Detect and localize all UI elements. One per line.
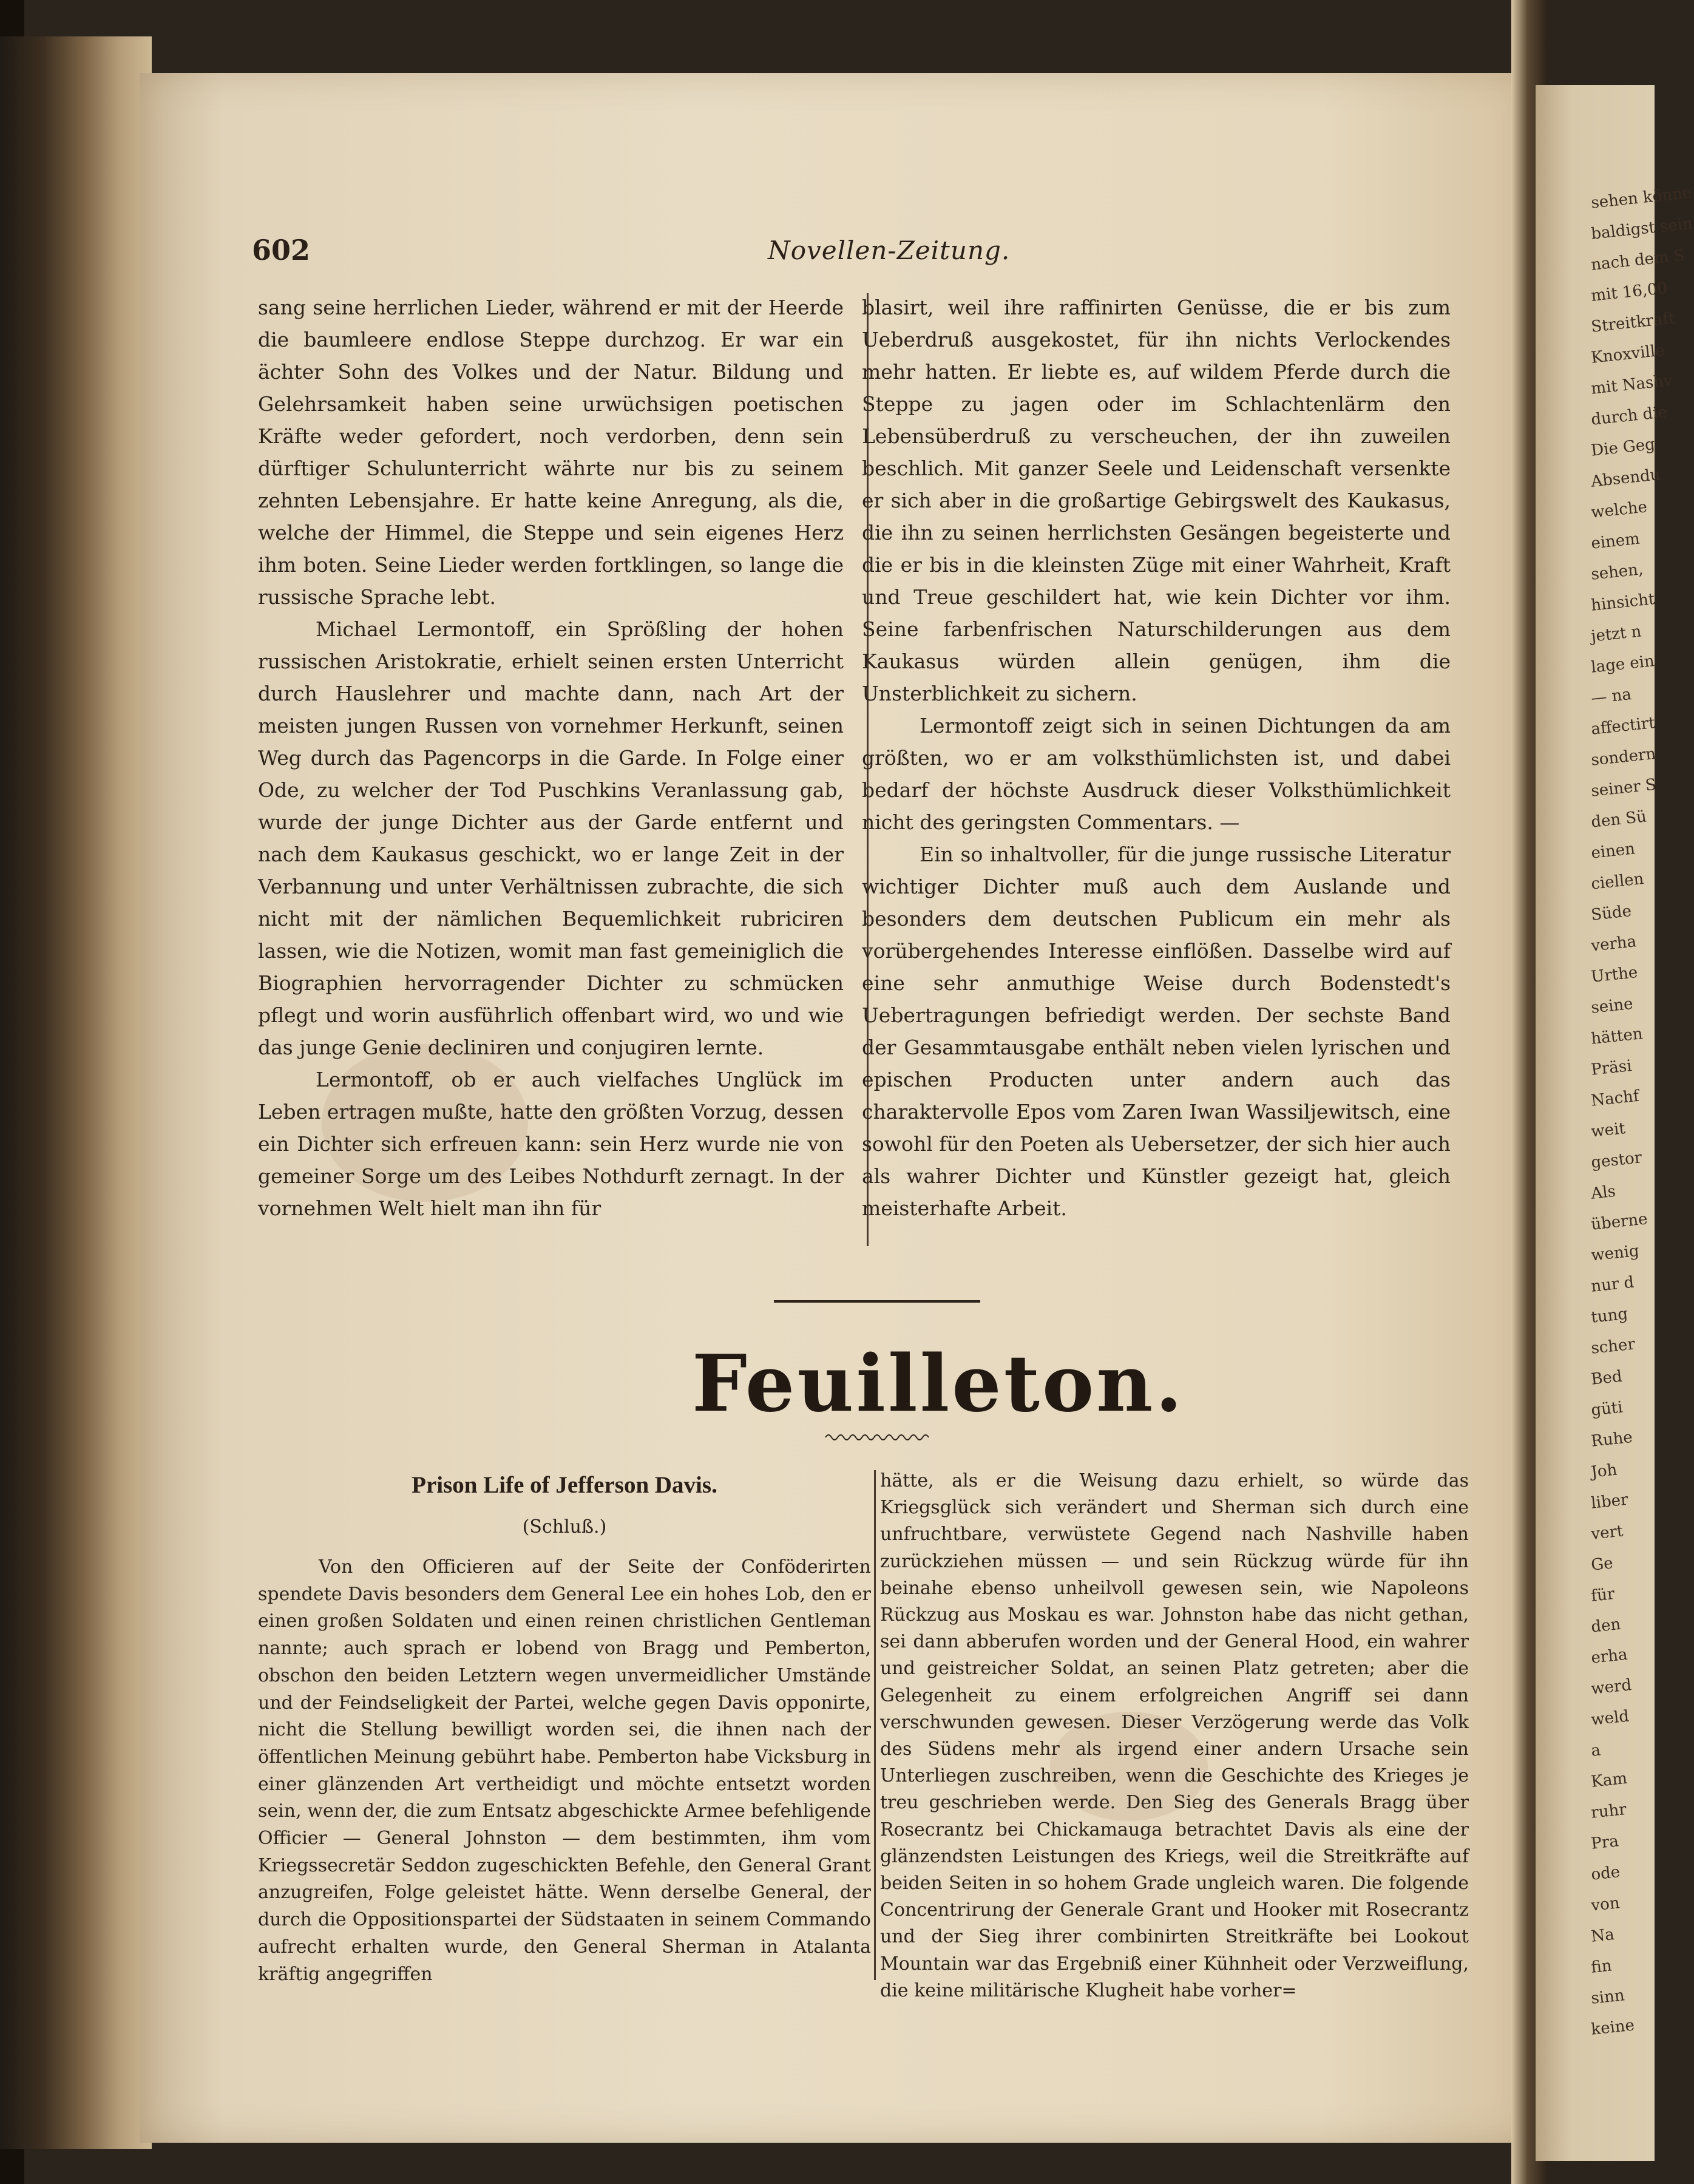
adjacent-page-fragment: ruhr [1590,1800,1628,1822]
paragraph: sang seine herrlichen Lieder, während er mit der Heerde die baumleere endlose Steppe durchzog. Er war ein ächter Sohn des Volkes und der Natur. Bildung und Gelehrsamkeit haben seine urwüchsigen poetischen Kräfte weder gefordert, noch verdorben, denn sein dürftiger Schulunterricht währte nur bis zu seinem zehnten Lebensjahre. Er hatte keine Anregung, als die, welche der Himmel, die Steppe und sein eigenes Herz ihm boten. Seine Lieder werden fortklingen, so lange die russische Sprache lebt. [258,296,844,609]
adjacent-page-fragment: weld [1590,1707,1630,1729]
page-number: 602 [252,234,311,266]
adjacent-page-fragment: güti [1590,1398,1624,1420]
paragraph: Lermontoff, ob er auch vielfaches Unglück im Leben ertragen mußte, hatte den größten Vorzug, dessen ein Dichter sich erfreuen kann: sein Herz wurde nie von gemeiner Sorge um des Leibes Nothdurft zernagt. In der vornehmen Welt hielt man ihn für [258,1068,844,1220]
adjacent-page-fragment: ode [1590,1863,1621,1884]
adjacent-page-fragment: baldigst sein [1590,214,1694,243]
adjacent-page-fragment: Absendu [1590,466,1661,491]
adjacent-page-fragment: einem [1590,529,1641,553]
adjacent-page-fragment: affectirt [1590,713,1656,739]
adjacent-page-fragment: weit [1590,1119,1627,1141]
column-divider [874,1470,876,1980]
adjacent-page-fragment: — na [1590,685,1633,708]
adjacent-page-fragment: den [1590,1615,1622,1636]
paragraph: Michael Lermontoff, ein Sprößling der hohen russischen Aristokratie, erhielt seinen ersten Unterricht durch Hauslehrer und machte dann, nach Art der meisten jungen Russen von vornehmer Herkunft, seinen Weg durch das Pagencorps in die Garde. In Folge einer Ode, zu welcher der Tod Puschkins Veranlassung gab, wurde der junge Dichter aus der Garde entfernt und nach dem Kaukasus geschickt, wo er lange Zeit in der Verbannung und unter Verhältnissen zubrachte, die sich nicht mit der nämlichen Bequemlichkeit rubriciren lassen, wie die Notizen, womit man fast gemeiniglich die Biographien hervorragender Dichter zu schmücken pflegt und worin ausführlich offenbart wird, wo und wie das junge Genie decliniren und conjugiren lernte. [258,617,844,1059]
adjacent-page-fragment: werd [1590,1676,1633,1698]
adjacent-page-fragment: Präsi [1590,1056,1633,1079]
adjacent-page-fragment: nach dem S [1590,246,1686,274]
paragraph: Von den Officieren auf der Seite der Conföderirten spendete Davis besonders dem General Lee ein hohes Lob, den er einen großen Soldaten und einen reinen christlichen Gentleman nannte; auch sprach er lobend von Bragg und Pemberton, obschon den beiden Letztern wegen unvermeidlicher Umstände und der Feindseligkeit der Partei, welche gegen Davis opponirte, nicht die Stellung bewilligt worden sei, die ihnen nach der öffentlichen Meinung gebührt habe. Pemberton habe Vicksburg in einer glänzenden Art vertheidigt und möchte entsetzt worden sein, wenn der, die zum Entsatz abgeschickte Armee befehligende Officier — General Johnston — dem bestimmten, ihm vom Kriegssecretär Seddon zugeschickten Befehle, den General Grant anzugreifen, Folge geleistet hätte. Wenn derselbe General, der durch die Oppositionspartei der Südstaaten in seinem Commando aufrecht erhalten wurde, den General Sherman in Atalanta kräftig angegriffen [258,1556,871,1985]
article-subtitle: (Schluß.) [522,1516,607,1538]
adjacent-page-fragment: Kam [1590,1769,1628,1791]
adjacent-page-fragment: sinn [1590,1986,1625,2008]
adjacent-page-fragment: Die Geg [1590,435,1656,460]
adjacent-page-fragment: durch die [1590,402,1669,429]
adjacent-page-fragment: hätten [1590,1025,1644,1048]
top-right-column [857,291,1451,1224]
adjacent-page-fragment: Süde [1590,902,1633,924]
adjacent-page-fragment: Streitkraft [1590,309,1676,336]
section-rule [774,1300,980,1303]
adjacent-page-fragment: Als [1590,1182,1617,1203]
adjacent-page-fragment: a [1590,1741,1602,1760]
adjacent-page-fragment: erha [1590,1645,1628,1667]
adjacent-page-fragment: Knoxville [1590,341,1665,367]
adjacent-page-fragment: überne [1590,1210,1648,1234]
running-head-title: Novellen-Zeitung. [768,236,1011,265]
adjacent-page-edge [1536,85,1694,2161]
bottom-right-column [880,1468,1469,2004]
feuilleton-heading: Feuilleton. [692,1338,1185,1429]
page-edges-left [0,36,152,2149]
adjacent-page-fragment: sondern [1590,744,1657,770]
adjacent-page-fragment: Joh [1590,1460,1618,1482]
adjacent-page-fragment: für [1590,1584,1616,1606]
adjacent-page-fragment: liber [1590,1490,1629,1513]
adjacent-page-fragment: jetzt n [1590,622,1642,646]
adjacent-page-fragment: lage ein [1590,652,1656,677]
adjacent-page-fragment: Na [1590,1925,1616,1946]
adjacent-page-fragment: den Sü [1590,807,1648,832]
adjacent-page-fragment: hinsicht [1590,590,1656,615]
adjacent-page-fragment: tung [1590,1304,1629,1327]
adjacent-page-fragment: von [1590,1894,1621,1915]
adjacent-page-fragment: ciellen [1590,869,1645,894]
adjacent-page-fragment: einen [1590,839,1636,863]
adjacent-page-fragment: nur d [1590,1273,1635,1296]
paragraph: Lermontoff zeigt sich in seinen Dichtungen da am größten, wo er am volksthümlichsten ist, und dabei bedarf der höchste Ausdruck dieser Volksthümlichkeit nicht des geringsten Commentars. — [862,714,1451,834]
adjacent-page-fragment: mit 16,00 [1590,279,1669,305]
adjacent-page-fragment: verha [1590,932,1638,955]
adjacent-page-fragment: seine [1590,994,1634,1017]
bottom-left-column [258,1554,871,1988]
adjacent-page-fragment: mit Nashv [1590,371,1674,398]
adjacent-page-fragment: vert [1590,1522,1624,1544]
adjacent-page-fragment: seiner S [1590,775,1658,801]
paragraph: Ein so inhaltvoller, für die junge russische Literatur wichtiger Dichter muß auch dem Auslande und besonders dem deutschen Publicum ein mehr als vorübergehendes Interesse einflößen. Dasselbe wird auf eine sehr anmuthige Weise durch Bodenstedt's Uebertragungen befriedigt werden. Der sechste Band der Gesammtausgabe enthält neben vielen lyrischen und epischen Producten unter andern auch das charaktervolle Epos vom Zaren Iwan Wassiljewitsch, eine sowohl für den Poeten als Uebersetzer, der sich hier auch als wahrer Dichter und Künstler gezeigt hat, gleich meisterhafte Arbeit. [862,843,1451,1220]
adjacent-page-fragment: sehen könne [1590,183,1693,212]
adjacent-page-fragment: Urthe [1590,963,1639,986]
adjacent-page-fragment: Ge [1590,1554,1614,1575]
ornament-squiggle [825,1430,929,1442]
adjacent-page-fragment: sehen, [1590,560,1644,584]
adjacent-page-fragment: Nachf [1590,1087,1640,1110]
adjacent-page-fragment: Pra [1590,1832,1620,1853]
top-left-column [258,291,844,1224]
adjacent-page-fragment: scher [1590,1335,1636,1358]
article-title: Prison Life of Jefferson Davis. [412,1472,717,1498]
adjacent-page-fragment: Bed [1590,1367,1623,1389]
adjacent-page-fragment: welche [1590,498,1648,522]
adjacent-page-fragment: wenig [1590,1241,1641,1265]
paragraph: blasirt, weil ihre raffinirten Genüsse, die er bis zum Ueberdruß ausgekostet, für ihn nichts Verlockendes mehr hatten. Er liebte es, auf wildem Pferde durch die Steppe zu jagen oder im Schlachtenlärm den Lebensüberdruß zu verscheuchen, der ihn zuweilen beschlich. Mit ganzer Seele und Leidenschaft versenkte er sich aber in die großartige Gebirgswelt des Kaukasus, die ihn zu seinen herrlichsten Gesängen begeisterte und die er bis in die kleinsten Züge mit einer Wahrheit, Kraft und Treue geschildert hat, wie kein Dichter vor ihm. Seine farbenfrischen Naturschilderungen aus dem Kaukasus würden allein genügen, ihm die Unsterblichkeit zu sichern. [862,296,1451,705]
adjacent-page-fragment: fin [1590,1956,1613,1977]
paragraph: hätte, als er die Weisung dazu erhielt, so würde das Kriegsglück sich verändert und Sherman sich durch eine unfruchtbare, verwüstete Gegend nach Nashville haben zurückziehen müssen — und sein Rückzug würde für ihn beinahe ebenso unheilvoll gewesen sein, wie Napoleons Rückzug aus Moskau es war. Johnston habe das nicht gethan, sei dann abberufen worden und der General Hood, ein wahrer und geistreicher Soldat, an seinen Platz getreten; aber die Gelegenheit zu einem erfolgreichen Angriff sei dann verschwunden gewesen. Dieser Verzögerung werde das Volk des Südens mehr als irgend einer andern Ursache sein Unterliegen zuschreiben, wenn die Geschichte des Krieges je treu geschrieben werde. Den Sieg des Generals Bragg über Rosecrantz bei Chickamauga betrachtet Davis als eine der glänzendsten Leistungen des Kriegs, weil die Streitkräfte auf beiden Seiten in so hohem Grade ungleich waren. Die folgende Concentrirung der Generale Grant und Hooker mit Rosecrantz und der Sieg ihrer combinirten Streitkräfte bei Lookout Mountain war das Ergebniß einer Kühnheit oder Verzweiflung, die keine militärische Klugheit habe vorher= [880,1470,1469,2001]
adjacent-page-fragment: keine [1590,2016,1636,2039]
adjacent-page-fragment: gestor [1590,1148,1643,1172]
adjacent-page-fragment: Ruhe [1590,1428,1634,1451]
